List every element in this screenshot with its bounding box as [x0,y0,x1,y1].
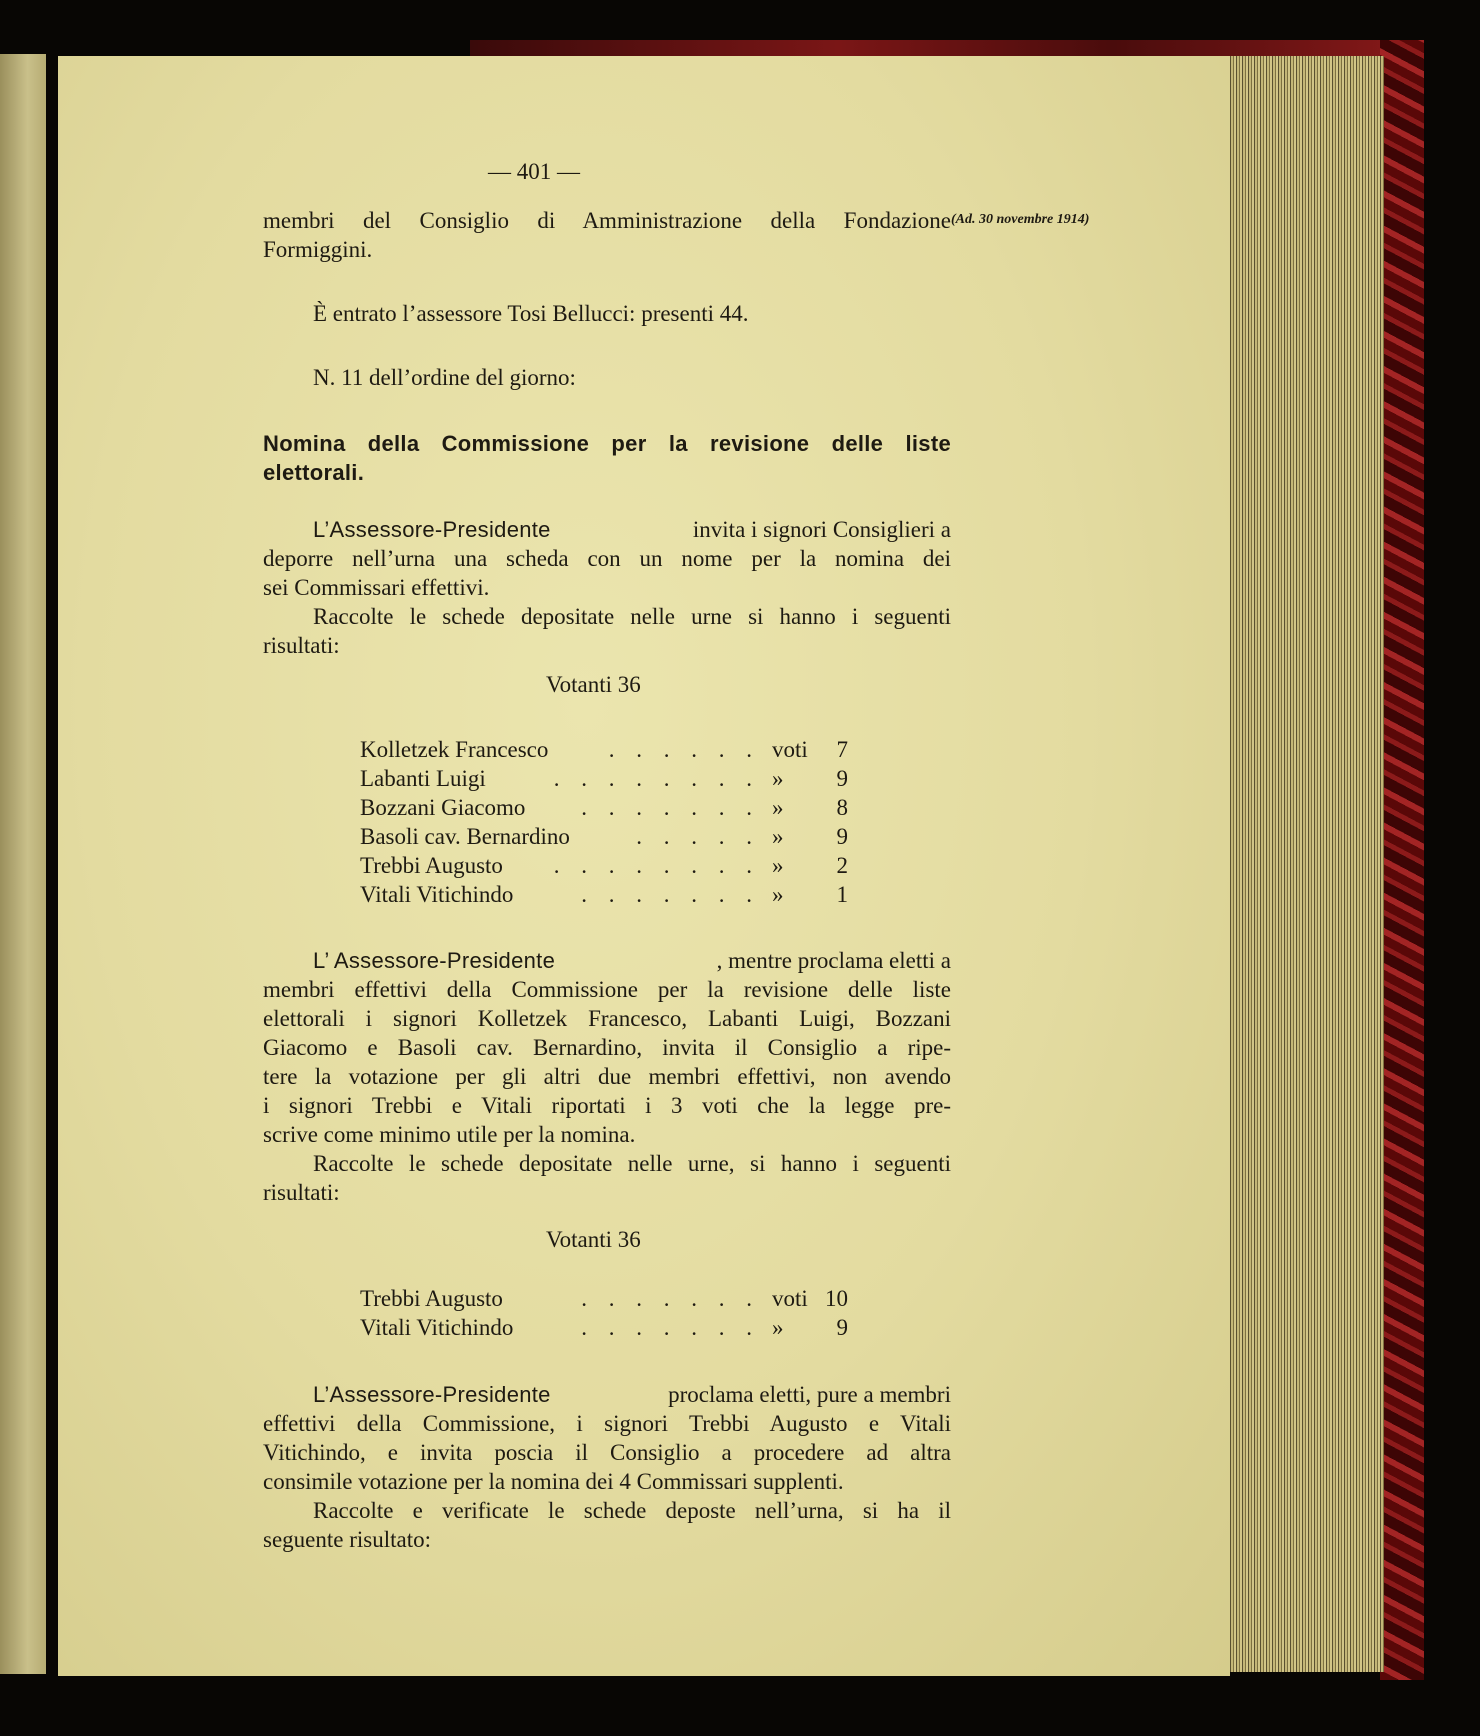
votanti-count-2: Votanti 36 [546,1227,641,1252]
paragraph-6-line-2: effettivi della Commissione, i signori Trebbi Augusto e Vitali [263,1411,951,1436]
book-page [58,56,1230,1676]
speaker-label: L’Assessore-Presidente [313,517,551,542]
paragraph-4-line-4: Giacomo e Basoli cav. Bernardino, invita il Consiglio a ripe- [263,1035,951,1060]
candidate-name: Kolletzek Francesco [360,737,549,762]
vote-label: » [772,766,784,791]
speaker-label: L’ Assessore-Presidente [313,948,556,973]
dot-leader: . . . . . . [608,737,760,762]
paragraph-1-line-1: membri del Consiglio di Amministrazione della Fondazione [263,208,951,233]
paragraph-5-line-1: Raccolte le schede depositate nelle urne, si hanno i seguenti [313,1151,951,1176]
vote-count: 2 [836,853,848,878]
candidate-name: Bozzani Giacomo [360,795,526,820]
paragraph-2-line-2: deporre nell’urna una scheda con un nome per la nomina dei [263,546,951,571]
paragraph-3-line-2: risultati: [263,633,340,658]
vote-count: 9 [836,1315,848,1340]
vote-row [360,794,848,822]
paragraph-4-line-1 [313,947,951,975]
paragraph-4-line-7: scrive come minimo utile per la nomina. [263,1122,636,1147]
dot-leader: . . . . . . . [581,882,760,907]
dot-leader: . . . . . . . [581,795,760,820]
section-heading-line-1: Nomina della Commissione per la revisione delle liste [263,431,951,456]
page-edges-block [1228,56,1384,1672]
paragraph-2-line-1 [313,516,951,544]
candidate-name: Basoli cav. Bernardino [360,824,570,849]
dot-leader: . . . . . . . [581,1286,760,1311]
paragraph-6-line-1 [313,1381,951,1409]
paragraph-4-line-6: i signori Trebbi e Vitali riportati i 3 voti che la legge pre- [263,1093,951,1118]
dot-leader: . . . . . . . [581,1315,760,1340]
dot-leader: . . . . . . . . [553,853,760,878]
paragraph-entrata: È entrato l’assessore Tosi Bellucci: presenti 44. [313,301,749,326]
candidate-name: Trebbi Augusto [360,1286,503,1311]
dot-leader: . . . . . [636,824,760,849]
vote-label: voti [772,1286,808,1311]
candidate-name: Labanti Luigi [360,766,486,791]
vote-count: 9 [836,824,848,849]
candidate-name: Trebbi Augusto [360,853,503,878]
paragraph-5-line-2: risultati: [263,1180,340,1205]
vote-count: 10 [825,1286,848,1311]
paragraph-4-line-3: elettorali i signori Kolletzek Francesco, Labanti Luigi, Bozzani [263,1006,951,1031]
vote-count: 8 [836,795,848,820]
paragraph-6-line-3: Vitichindo, e invita poscia il Consiglio a procedere ad altra [263,1440,951,1465]
vote-label: » [772,824,784,849]
vote-count: 7 [836,737,848,762]
paragraph-4-line-1-rest: , mentre proclama eletti a [716,948,951,973]
vote-label: » [772,853,784,878]
vote-row [360,765,848,793]
paragraph-6-line-4: consimile votazione per la nomina dei 4 Commissari supplenti. [263,1469,844,1494]
vote-row [360,881,848,909]
paragraph-4-line-2: membri effettivi della Commissione per la revisione delle liste [263,977,951,1002]
vote-row [360,1314,848,1342]
book-cover-marbled [1380,40,1424,1680]
paragraph-6-line-1-rest: proclama eletti, pure a membri [668,1382,951,1407]
vote-label: » [772,795,784,820]
vote-count: 9 [836,766,848,791]
vote-label: voti [772,737,808,762]
left-page-edge [0,54,46,1674]
paragraph-4-line-5: tere la votazione per gli altri due membri effettivi, non avendo [263,1064,951,1089]
paragraph-3-line-1: Raccolte le schede depositate nelle urne si hanno i seguenti [313,604,951,629]
vote-count: 1 [836,882,848,907]
paragraph-7-line-1: Raccolte e verificate le schede deposte nell’urna, si ha il [313,1498,951,1523]
paragraph-2-line-1-rest: invita i signori Consiglieri a [692,517,951,542]
paragraph-7-line-2: seguente risultato: [263,1527,431,1552]
candidate-name: Vitali Vitichindo [360,1315,514,1340]
votanti-count-1: Votanti 36 [546,672,641,697]
page-number: — 401 — [488,159,580,184]
speaker-label: L’Assessore-Presidente [313,1382,551,1407]
paragraph-1-line-2: Formiggini. [263,237,373,262]
paragraph-2-line-3: sei Commissari effettivi. [263,575,490,600]
candidate-name: Vitali Vitichindo [360,882,514,907]
section-heading-line-2: elettorali. [263,460,365,485]
vote-row [360,1285,848,1313]
dot-leader: . . . . . . . . [553,766,760,791]
vote-label: » [772,882,784,907]
agenda-item-number: N. 11 dell’ordine del giorno: [313,365,576,390]
vote-row [360,736,848,764]
vote-row [360,823,848,851]
vote-label: » [772,1315,784,1340]
side-note-date: (Ad. 30 novembre 1914) [951,212,1090,227]
vote-row [360,852,848,880]
